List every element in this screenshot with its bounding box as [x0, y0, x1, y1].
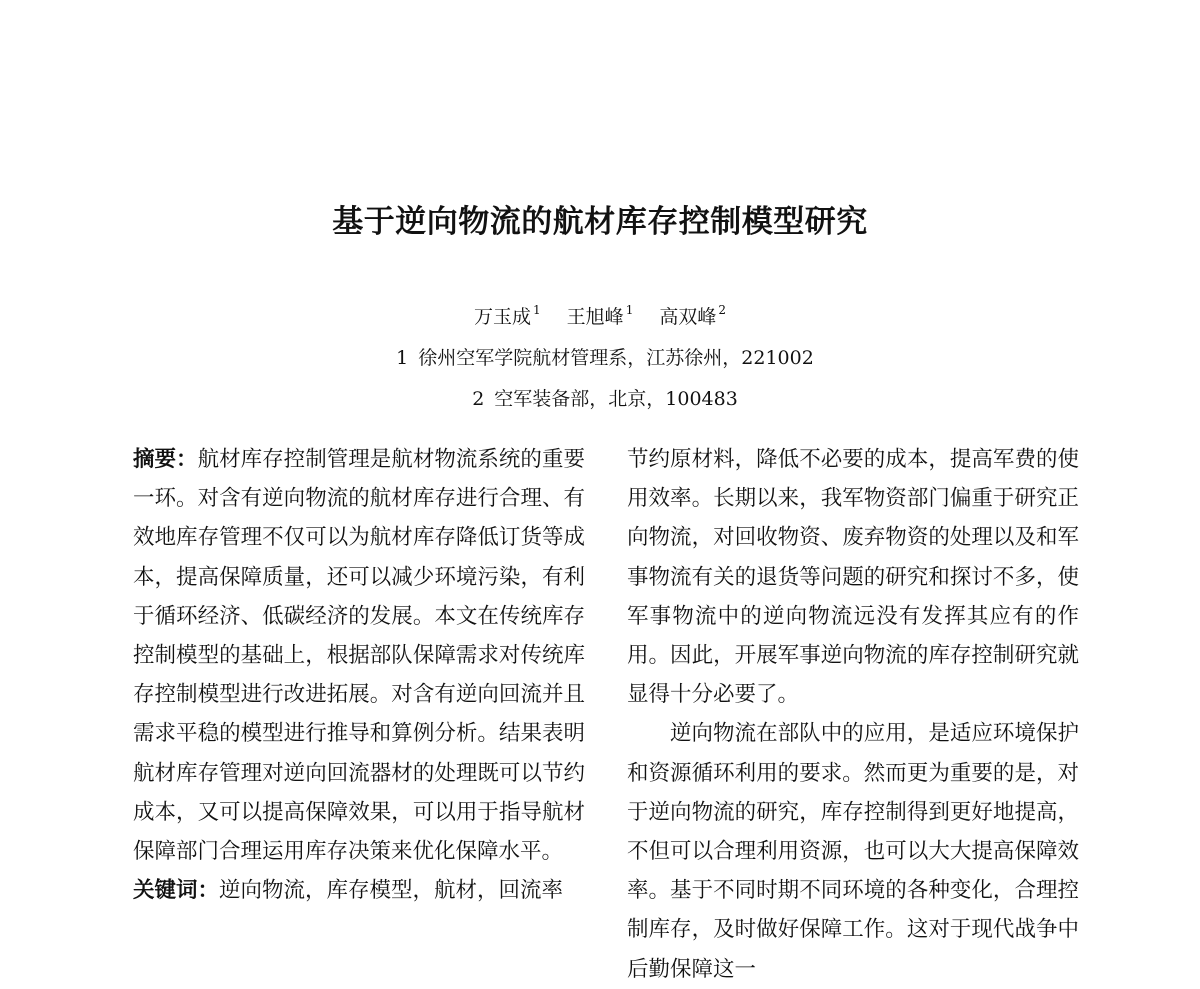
- keywords: [133, 871, 585, 910]
- author: 王旭峰 $^1$: [566, 303, 634, 328]
- keywords-text: 逆向物流，库存模型，航材，回流率: [219, 878, 564, 904]
- author: 高双峰 $^2$: [659, 303, 727, 328]
- abstract-label: 摘要：: [133, 447, 198, 472]
- body-paragraph: 逆向物流在部队中的应用，是适应环境保护和资源循环利用的要求。然而更为重要的是，对于逆向物流的研究，库存控制得到更好地提高，不但可以合理利用资源，也可以大大提高保障效率。基于不同时期不同环境的各种变化，合理控制库存，及时做好保障工作。这对于现代战争中后勤保障这一: [627, 721, 1079, 982]
- abstract: [133, 440, 585, 871]
- author-list: [0, 302, 1200, 329]
- affiliation: 1 徐州空军学院航材管理系，江苏徐州，221002: [396, 347, 814, 369]
- keywords-label: 关键词：: [133, 878, 220, 904]
- body-paragraph: 节约原材料，降低不必要的成本，提高军费的使用效率。长期以来，我军物资部门偏重于研究正向物流，对回收物资、废弃物资的处理以及和军事物流有关的退货等问题的研究和探讨不多，使军事物流中的逆向物流远没有发挥其应有的作用。因此，开展军事逆向物流的库存控制研究就显得十分必要了。: [627, 447, 1079, 708]
- author: 万玉成 $^1$: [473, 303, 541, 328]
- affiliation: 2 空军装备部，北京，100483: [472, 388, 738, 410]
- abstract-text: 航材库存控制管理是航材物流系统的重要一环。对含有逆向物流的航材库存进行合理、有效地库存管理不仅可以为航材库存降低订货等成本，提高保障质量，还可以减少环境污染，有利于循环经济、低碳经济的发展。本文在传统库存控制模型的基础上，根据部队保障需求对传统库存控制模型进行改进拓展。对含有逆向回流并且需求平稳的模型进行推导和算例分析。结果表明航材库存管理对逆向回流器材的处理既可以节约成本，又可以提高保障效果，可以用于指导航材保障部门合理运用库存决策来优化保障水平。: [133, 447, 585, 865]
- right-column: [627, 440, 1079, 989]
- left-column: [133, 440, 585, 910]
- paper-title: 基于逆向物流的航材库存控制模型研究: [332, 204, 868, 240]
